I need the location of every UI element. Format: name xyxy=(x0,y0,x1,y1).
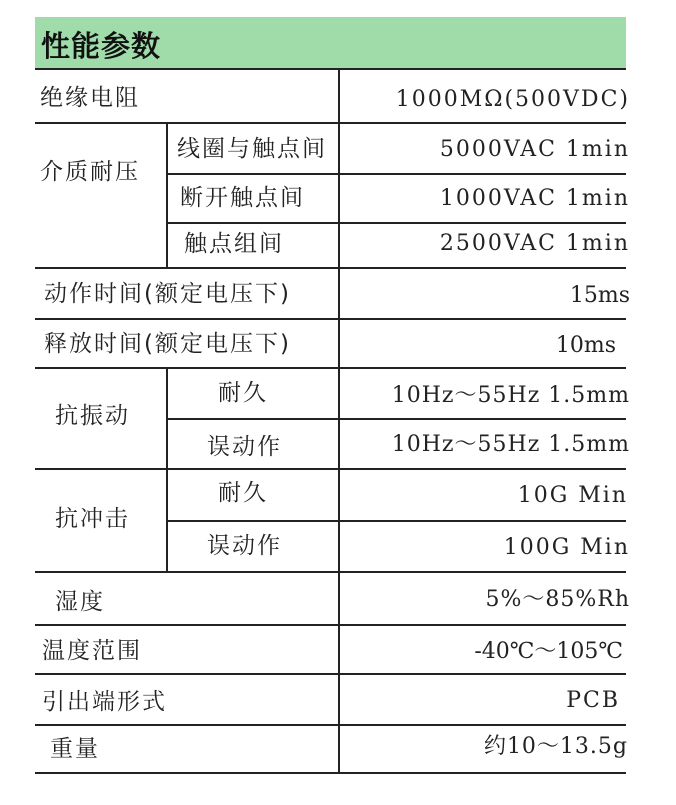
row-divider xyxy=(35,367,626,369)
terminal-label: 引出端形式 xyxy=(42,689,167,715)
terminal-value: PCB xyxy=(566,688,620,713)
row-divider xyxy=(167,520,626,522)
table-title: 性能参数 xyxy=(41,29,162,63)
operate-time-label: 动作时间(额定电压下) xyxy=(44,281,291,307)
shock-endurance-label: 耐久 xyxy=(218,480,268,506)
row-divider xyxy=(35,267,626,269)
insulation-value: 1000MΩ(500VDC) xyxy=(395,87,630,112)
shock-label: 抗冲击 xyxy=(55,506,130,532)
dielectric-coil-contact-label: 线圈与触点间 xyxy=(177,136,327,162)
vibration-malfunction-value: 10Hz～55Hz 1.5mm xyxy=(391,432,630,457)
vibration-endurance-value: 10Hz～55Hz 1.5mm xyxy=(391,383,630,408)
dielectric-contact-group-value: 2500VAC 1min xyxy=(439,231,630,256)
dielectric-open-contact-value: 1000VAC 1min xyxy=(439,186,630,211)
weight-label: 重量 xyxy=(50,736,100,762)
dielectric-contact-group-label: 触点组间 xyxy=(184,231,284,257)
shock-malfunction-label: 误动作 xyxy=(207,533,282,559)
row-divider xyxy=(35,122,626,124)
table-bottom-rule xyxy=(35,772,626,774)
humidity-value: 5%～85%Rh xyxy=(485,587,630,612)
row-divider xyxy=(35,624,626,626)
row-divider xyxy=(35,673,626,675)
row-divider xyxy=(167,222,626,224)
table-header xyxy=(35,17,626,70)
weight-value: 约10～13.5g xyxy=(483,734,628,759)
humidity-label: 湿度 xyxy=(55,589,105,615)
row-divider xyxy=(35,571,626,573)
row-divider xyxy=(35,724,626,726)
column-divider xyxy=(166,367,168,573)
dielectric-coil-contact-value: 5000VAC 1min xyxy=(439,137,630,162)
dielectric-label: 介质耐压 xyxy=(40,159,140,185)
row-divider xyxy=(35,468,626,470)
row-divider xyxy=(167,418,626,420)
release-time-label: 释放时间(额定电压下) xyxy=(44,331,291,357)
release-time-value: 10ms xyxy=(555,333,616,358)
temperature-label: 温度范围 xyxy=(42,638,142,664)
column-divider xyxy=(166,122,168,268)
operate-time-value: 15ms xyxy=(569,283,630,308)
dielectric-open-contact-label: 断开触点间 xyxy=(180,185,305,211)
temperature-value: -40℃～105℃ xyxy=(474,639,623,664)
row-divider xyxy=(35,318,626,320)
vibration-endurance-label: 耐久 xyxy=(218,380,268,406)
shock-endurance-value: 10G Min xyxy=(517,483,628,508)
row-divider xyxy=(167,173,626,175)
vibration-label: 抗振动 xyxy=(55,403,130,429)
shock-malfunction-value: 100G Min xyxy=(503,535,630,560)
insulation-label: 绝缘电阻 xyxy=(40,85,140,111)
vibration-malfunction-label: 误动作 xyxy=(207,434,282,460)
column-divider xyxy=(338,70,340,774)
